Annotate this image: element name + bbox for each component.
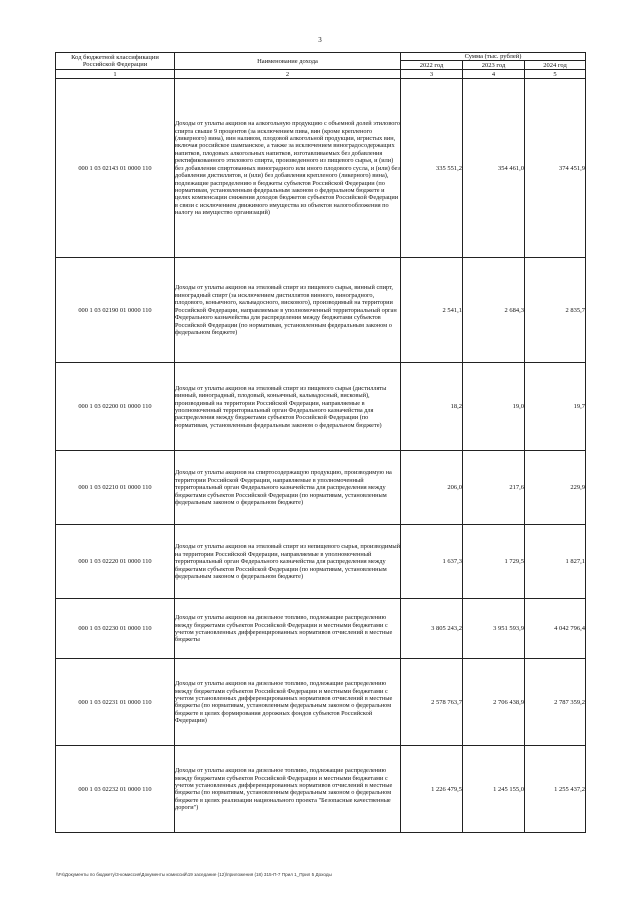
- revenue-table: [55, 52, 586, 833]
- value-2023: 1 729,5: [463, 525, 525, 599]
- table-row: [56, 525, 586, 599]
- value-2022: 18,2: [401, 363, 463, 451]
- table-row: [56, 659, 586, 746]
- column-number-3: 3: [401, 70, 463, 79]
- table-row: [56, 258, 586, 363]
- value-2023: 2 684,3: [463, 258, 525, 363]
- value-2022: 335 551,2: [401, 79, 463, 258]
- header-year-2022: 2022 год: [401, 61, 463, 70]
- value-2022: 1 637,3: [401, 525, 463, 599]
- value-2023: 1 245 155,0: [463, 746, 525, 833]
- value-2023: 19,0: [463, 363, 525, 451]
- value-2022: 1 226 479,5: [401, 746, 463, 833]
- table-row: [56, 599, 586, 659]
- value-2023: 354 461,0: [463, 79, 525, 258]
- header-year-2023: 2023 год: [463, 61, 525, 70]
- value-2022: 2 578 763,7: [401, 659, 463, 746]
- table-row: [56, 451, 586, 525]
- value-2022: 2 541,1: [401, 258, 463, 363]
- footer-file-path: \\Fs\Документы по бюджету\3-комиссия\Документы комиссий\19 заседание (12)\приложения (18) 315-П-7 Прил 1_Прил 5 Доходы: [56, 872, 332, 877]
- row-name: Доходы от уплаты акцизов на этиловый спирт из пищевого сырья, винный спирт, виноградный спирт (за исключением дистиллятов винного, виноградного, плодового, коньячного, кальвадосного, вискового), производимый на территории Российской Федерации, направляемые в уполномоченный территориальный орган Федерального казначейства для распределения между бюджетами субъектов Российской Федерации (по нормативам, установленным федеральным законом о федеральном бюджете): [175, 258, 401, 363]
- row-code: 000 1 03 02230 01 0000 110: [56, 599, 175, 659]
- header-code: Код бюджетной классификации Российской Федерации: [56, 53, 175, 70]
- table-row: [56, 79, 586, 258]
- value-2024: 19,7: [525, 363, 586, 451]
- column-number-2: 2: [175, 70, 401, 79]
- row-code: 000 1 03 02210 01 0000 110: [56, 451, 175, 525]
- page-number: 3: [318, 36, 322, 44]
- row-code: 000 1 03 02232 01 0000 110: [56, 746, 175, 833]
- row-code: 000 1 03 02200 01 0000 110: [56, 363, 175, 451]
- value-2024: 4 042 796,4: [525, 599, 586, 659]
- row-name: Доходы от уплаты акцизов на этиловый спирт из непищевого сырья, производимый на территории Российской Федерации, направляемые в уполномоченный территориальный орган Федерального казначейства для распределения между бюджетами субъектов Российской Федерации (по нормативам, установленным федеральным законом о федеральном бюджете): [175, 525, 401, 599]
- row-code: 000 1 03 02231 01 0000 110: [56, 659, 175, 746]
- column-number-5: 5: [525, 70, 586, 79]
- column-number-4: 4: [463, 70, 525, 79]
- header-year-2024: 2024 год: [525, 61, 586, 70]
- table-row: [56, 746, 586, 833]
- row-name: Доходы от уплаты акцизов на спиртосодержащую продукцию, производимую на территории Российской Федерации, направляемые в уполномоченный территориальный орган Федерального казначейства для распределения между бюджетами субъектов Российской Федерации (по нормативам, установленным федеральным законом о федеральном бюджете): [175, 451, 401, 525]
- row-name: Доходы от уплаты акцизов на дизельное топливо, подлежащие распределению между бюджетами субъектов Российской Федерации и местными бюджетами с учетом установленных дифференцированных нормативов отчислений в местные бюджеты (по нормативам, установленным федеральным законом о федеральном бюджете в целях формирования дорожных фондов субъектов Российской Федерации): [175, 659, 401, 746]
- value-2024: 2 787 359,2: [525, 659, 586, 746]
- value-2024: 374 451,9: [525, 79, 586, 258]
- table-row: [56, 363, 586, 451]
- row-name: Доходы от уплаты акцизов на алкогольную продукцию с объемной долей этилового спирта свыше 9 процентов (за исключением пива, вин (кроме крепленого (ликерного) вина), вин наливом, плодовой алкогольной продукции, игристых вин, включая российское шампанское, а также за исключением виноградосодержащих напитков, плодовых алкогольных напитков, изготавливаемых без добавления ректификованного этилового спирта, произведенного из пищевого сырья, и (или) без добавления спиртованных виноградного или иного плодового сусла, и (или) без добавления дистиллятов, и (или) без добавления крепленого (ликерного) вина), подлежащие распределению в бюджеты субъектов Российской Федерации (по нормативам, установленным федеральным законом о федеральном бюджете и целях компенсации снижения доходов бюджетов субъектов Российской Федерации в связи с исключением движимого имущества из объектов налогообложения по налогу на имущество организаций): [175, 79, 401, 258]
- header-name: Наименование дохода: [175, 53, 401, 70]
- value-2023: 3 951 593,9: [463, 599, 525, 659]
- column-number-1: 1: [56, 70, 175, 79]
- header-sum: Сумма (тыс. рублей): [401, 53, 586, 61]
- row-name: Доходы от уплаты акцизов на этиловый спирт из пищевого сырья (дистилляты винный, виноградный, плодовый, коньячный, кальвадосный, висковый), производимый на территории Российской Федерации, направляемые в уполномоченный территориальный орган Федерального казначейства для распределения между бюджетами субъектов Российской Федерации (по нормативам, установленным федеральным законом о федеральном бюджете): [175, 363, 401, 451]
- row-code: 000 1 03 02190 01 0000 110: [56, 258, 175, 363]
- row-name: Доходы от уплаты акцизов на дизельное топливо, подлежащие распределению между бюджетами субъектов Российской Федерации и местными бюджетами с учетом установленных дифференцированных нормативов отчислений в местные бюджеты (по нормативам, установленным федеральным законом о федеральном бюджете в целях реализации национального проекта "Безопасные качественные дороги"): [175, 746, 401, 833]
- value-2022: 206,0: [401, 451, 463, 525]
- value-2023: 217,6: [463, 451, 525, 525]
- value-2024: 1 255 437,2: [525, 746, 586, 833]
- value-2023: 2 706 438,9: [463, 659, 525, 746]
- row-code: 000 1 03 02220 01 0000 110: [56, 525, 175, 599]
- value-2024: 229,9: [525, 451, 586, 525]
- value-2022: 3 805 243,2: [401, 599, 463, 659]
- value-2024: 1 827,1: [525, 525, 586, 599]
- row-name: Доходы от уплаты акцизов на дизельное топливо, подлежащие распределению между бюджетами субъектов Российской Федерации и местными бюджетами с учетом установленных дифференцированных нормативов отчислений в местные бюджеты: [175, 599, 401, 659]
- value-2024: 2 835,7: [525, 258, 586, 363]
- row-code: 000 1 03 02143 01 0000 110: [56, 79, 175, 258]
